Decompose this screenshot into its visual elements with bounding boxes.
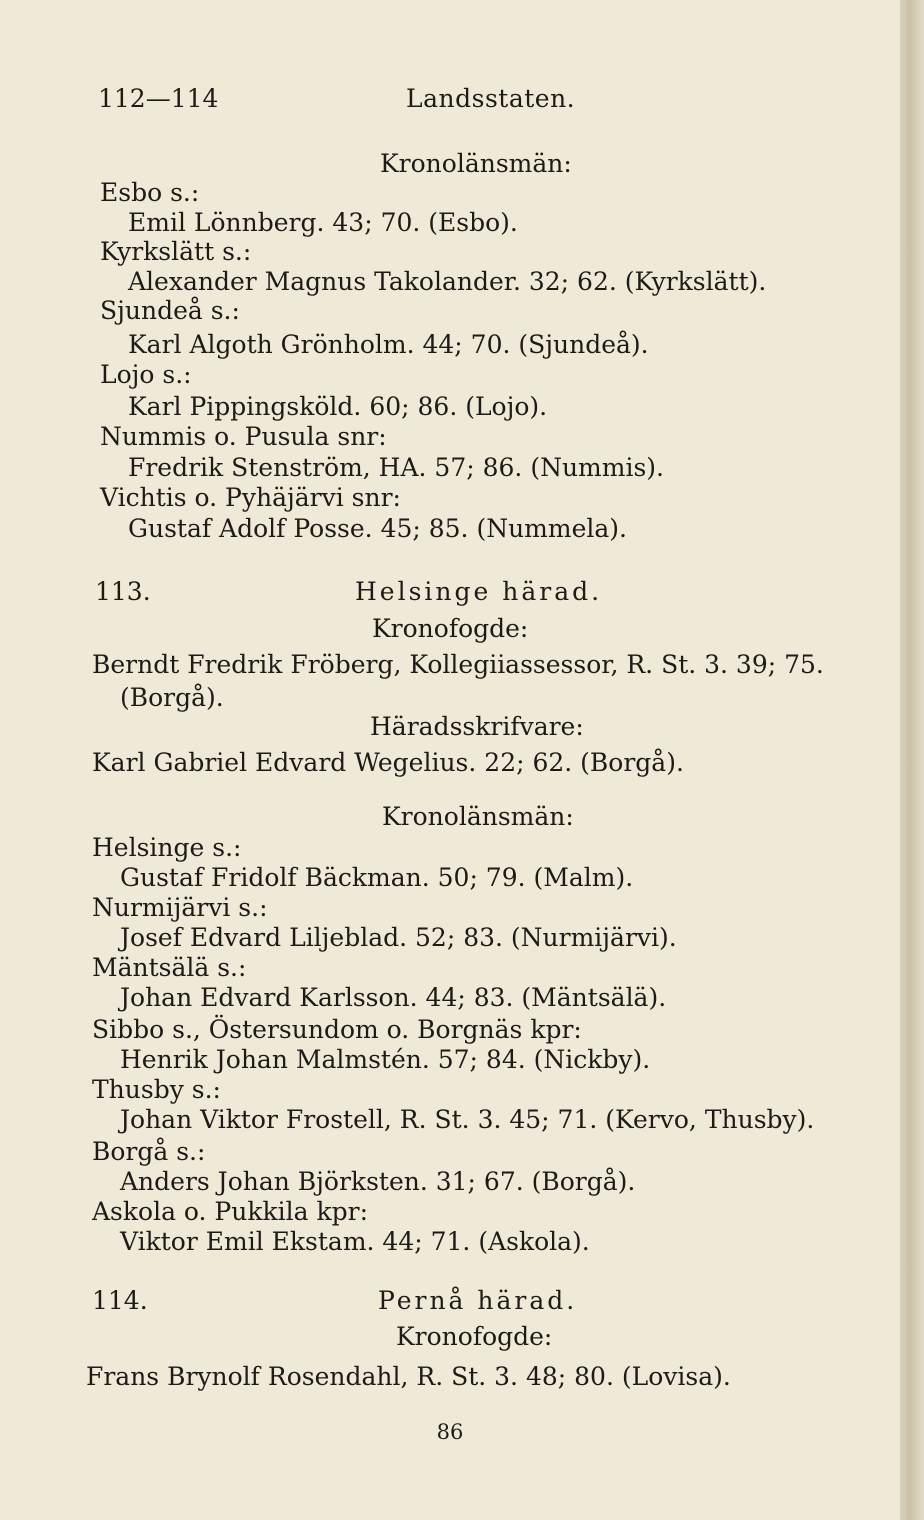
kronofogde-line-continued: (Borgå). (120, 683, 224, 712)
running-title: Landsstaten. (406, 84, 576, 113)
haradsskrivare-heading: Häradsskrifvare: (370, 712, 584, 741)
kronofogde-heading-114: Kronofogde: (396, 1322, 553, 1351)
official-line: Fredrik Stenström, HA. 57; 86. (Nummis). (128, 453, 664, 482)
district-line: Kyrkslätt s.: (100, 237, 252, 266)
section-title-113: Helsinge härad. (355, 577, 603, 606)
official-line: Anders Johan Björksten. 31; 67. (Borgå). (120, 1167, 636, 1196)
district-line: Askola o. Pukkila kpr: (92, 1197, 369, 1226)
district-line: Mäntsälä s.: (92, 953, 247, 982)
official-line: Alexander Magnus Takolander. 32; 62. (Kyrkslätt). (128, 267, 767, 296)
kronolansman-heading-112: Kronolänsmän: (380, 149, 572, 178)
official-line: Emil Lönnberg. 43; 70. (Esbo). (128, 208, 518, 237)
district-line: Borgå s.: (92, 1137, 206, 1166)
page-edge (900, 0, 924, 1520)
kronofogde-line: Frans Brynolf Rosendahl, R. St. 3. 48; 80. (Lovisa). (86, 1362, 731, 1391)
official-line: Johan Edvard Karlsson. 44; 83. (Mäntsälä). (120, 983, 667, 1012)
haradsskrivare-line: Karl Gabriel Edvard Wegelius. 22; 62. (Borgå). (92, 748, 684, 777)
section-number-113: 113. (95, 577, 151, 606)
kronofogde-line: Berndt Fredrik Fröberg, Kollegiiassessor, R. St. 3. 39; 75. (92, 650, 824, 679)
section-number-114: 114. (92, 1286, 148, 1315)
district-line: Helsinge s.: (92, 833, 242, 862)
official-line: Gustaf Fridolf Bäckman. 50; 79. (Malm). (120, 863, 634, 892)
kronolansman-heading-113: Kronolänsmän: (382, 802, 574, 831)
district-line: Nummis o. Pusula snr: (100, 422, 387, 451)
district-line: Sjundeå s.: (100, 296, 240, 325)
district-line: Thusby s.: (92, 1075, 221, 1104)
official-line: Viktor Emil Ekstam. 44; 71. (Askola). (120, 1227, 590, 1256)
running-header (98, 84, 798, 120)
official-line: Josef Edvard Liljeblad. 52; 83. (Nurmijärvi). (120, 923, 677, 952)
official-line: Karl Pippingsköld. 60; 86. (Lojo). (128, 392, 548, 421)
district-line: Esbo s.: (100, 178, 200, 207)
official-line: Karl Algoth Grönholm. 44; 70. (Sjundeå). (128, 330, 649, 359)
page-number: 86 (436, 1420, 464, 1444)
section-title-114: Pernå härad. (378, 1286, 578, 1315)
district-line: Sibbo s., Östersundom o. Borgnäs kpr: (92, 1015, 582, 1044)
page-range: 112—114 (98, 84, 219, 113)
official-line: Henrik Johan Malmstén. 57; 84. (Nickby). (120, 1045, 651, 1074)
official-line: Gustaf Adolf Posse. 45; 85. (Nummela). (128, 514, 627, 543)
official-line: Johan Viktor Frostell, R. St. 3. 45; 71. (Kervo, Thusby). (120, 1105, 815, 1134)
kronofogde-heading-113: Kronofogde: (372, 614, 529, 643)
district-line: Lojo s.: (100, 360, 192, 389)
district-line: Vichtis o. Pyhäjärvi snr: (100, 483, 401, 512)
district-line: Nurmijärvi s.: (92, 893, 268, 922)
